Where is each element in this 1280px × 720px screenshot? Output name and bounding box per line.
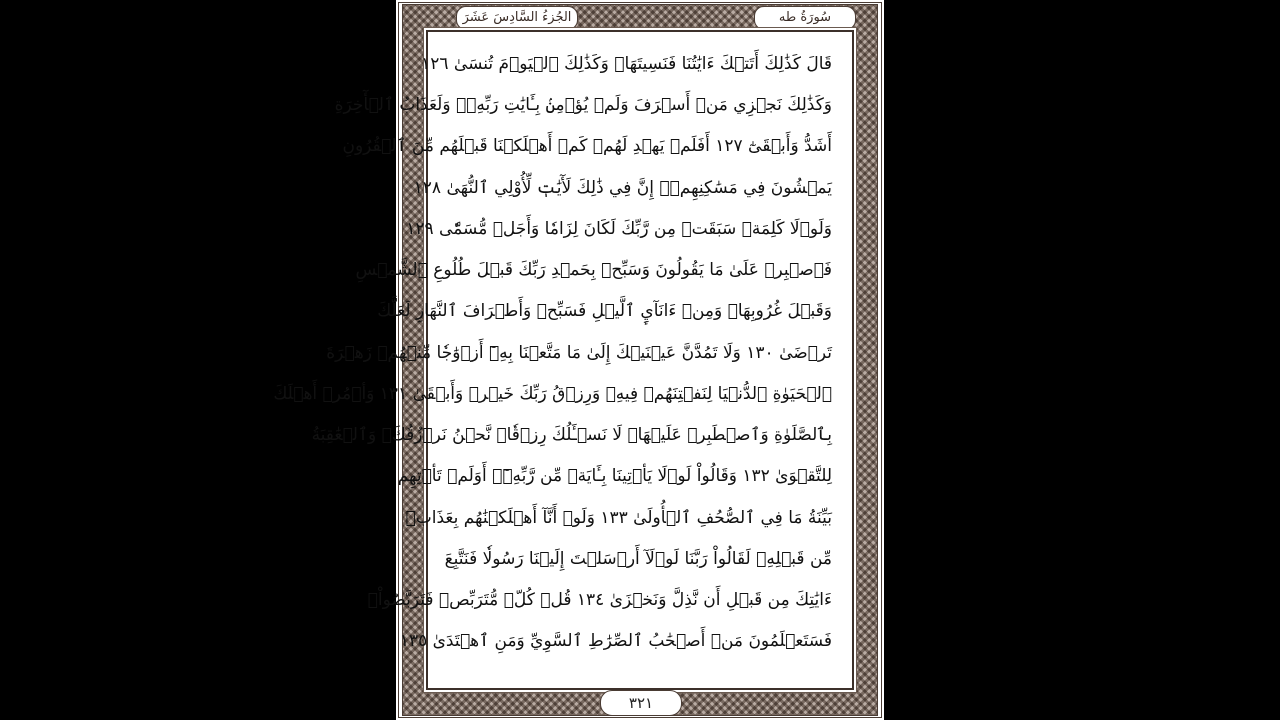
text-line: وَلَوۡلَا كَلِمَةٞ سَبَقَتۡ مِن رَّبِّكَ لَكَانَ لِزَامٗا وَأَجَلٞ مُّسَمّٗى ١٢٩ <box>406 219 832 239</box>
text-line: تَرۡضَىٰ ١٣٠ وَلَا تَمُدَّنَّ عَيۡنَيۡكَ إِلَىٰ مَا مَتَّعۡنَا بِهِۦٓ أَزۡوَٰجٗا مِّنۡهُمۡ زَهۡرَةَ <box>326 343 832 363</box>
text-line: ءَايَٰتِكَ مِن قَبۡلِ أَن نَّذِلَّ وَنَخۡزَىٰ ١٣٤ قُلۡ كُلّٞ مُّتَرَبِّصٞ فَتَرَبَّصُواْۖ <box>367 590 832 610</box>
surah-header: سُورَةُ طه <box>754 6 856 30</box>
text-line: أَشَدُّ وَأَبۡقَىٰٓ ١٢٧ أَفَلَمۡ يَهۡدِ لَهُمۡ كَمۡ أَهۡلَكۡنَا قَبۡلَهُم مِّنَ ٱلۡقُرُونِ <box>342 136 832 156</box>
text-line: قَالَ كَذَٰلِكَ أَتَتۡكَ ءَايَٰتُنَا فَنَسِيتَهَاۖ وَكَذَٰلِكَ ٱلۡيَوۡمَ تُنسَىٰ ١٢٦ <box>421 54 832 74</box>
text-line: مِّن قَبۡلِهِۦ لَقَالُواْ رَبَّنَا لَوۡلَآ أَرۡسَلۡتَ إِلَيۡنَا رَسُولٗا فَنَتَّبِعَ <box>444 549 832 569</box>
text-line: ٱلۡحَيَوٰةِ ٱلدُّنۡيَا لِنَفۡتِنَهُمۡ فِيهِۚ وَرِزۡقُ رَبِّكَ خَيۡرٞ وَأَبۡقَىٰ ١٣١ وَأۡمُرۡ أَهۡلَكَ <box>273 384 832 404</box>
quran-text <box>273 46 832 666</box>
text-line: فَسَتَعۡلَمُونَ مَنۡ أَصۡحَٰبُ ٱلصِّرَٰطِ ٱلسَّوِيِّ وَمَنِ ٱهۡتَدَىٰ ١٣٥ <box>399 631 832 651</box>
page-number: ٣٢١ <box>600 690 682 716</box>
juz-header: الجُزءُ السَّادِسَ عَشَرَ <box>456 6 578 30</box>
mushaf-page <box>273 0 884 720</box>
text-line: بَيِّنَةُ مَا فِي ٱلصُّحُفِ ٱلۡأُولَىٰ ١٣٣ وَلَوۡ أَنَّآ أَهۡلَكۡنَٰهُم بِعَذَابٖ <box>405 508 832 528</box>
text-line: وَقَبۡلَ غُرُوبِهَاۖ وَمِنۡ ءَانَآيِٕ ٱلَّيۡلِ فَسَبِّحۡ وَأَطۡرَافَ ٱلنَّهَارِ لَعَلَّكَ <box>377 301 832 321</box>
text-line: بِٱلصَّلَوٰةِ وَٱصۡطَبِرۡ عَلَيۡهَاۖ لَا نَسۡـَٔلُكَ رِزۡقٗاۖ نَّحۡنُ نَرۡزُقُكَۗ وَٱلۡعَٰقِبَةُ <box>311 425 832 445</box>
text-line: فَٱصۡبِرۡ عَلَىٰ مَا يَقُولُونَ وَسَبِّحۡ بِحَمۡدِ رَبِّكَ قَبۡلَ طُلُوعِ ٱلشَّمۡسِ <box>355 260 832 280</box>
text-line: وَكَذَٰلِكَ نَجۡزِي مَنۡ أَسۡرَفَ وَلَمۡ يُؤۡمِنۢ بِـَٔايَٰتِ رَبِّهِۦۚ وَلَعَذَابُ ٱلۡأٓخِرَةِ <box>334 95 832 115</box>
text-line: لِلتَّقۡوَىٰ ١٣٢ وَقَالُواْ لَوۡلَا يَأۡتِينَا بِـَٔايَةٖ مِّن رَّبِّهِۦٓۚ أَوَلَمۡ تَأۡتِهِم <box>397 466 832 486</box>
text-line: يَمۡشُونَ فِي مَسَٰكِنِهِمۡۚ إِنَّ فِي ذَٰلِكَ لَأٓيَٰتٖ لِّأُوْلِي ٱلنُّهَىٰ ١٢٨ <box>413 178 832 198</box>
